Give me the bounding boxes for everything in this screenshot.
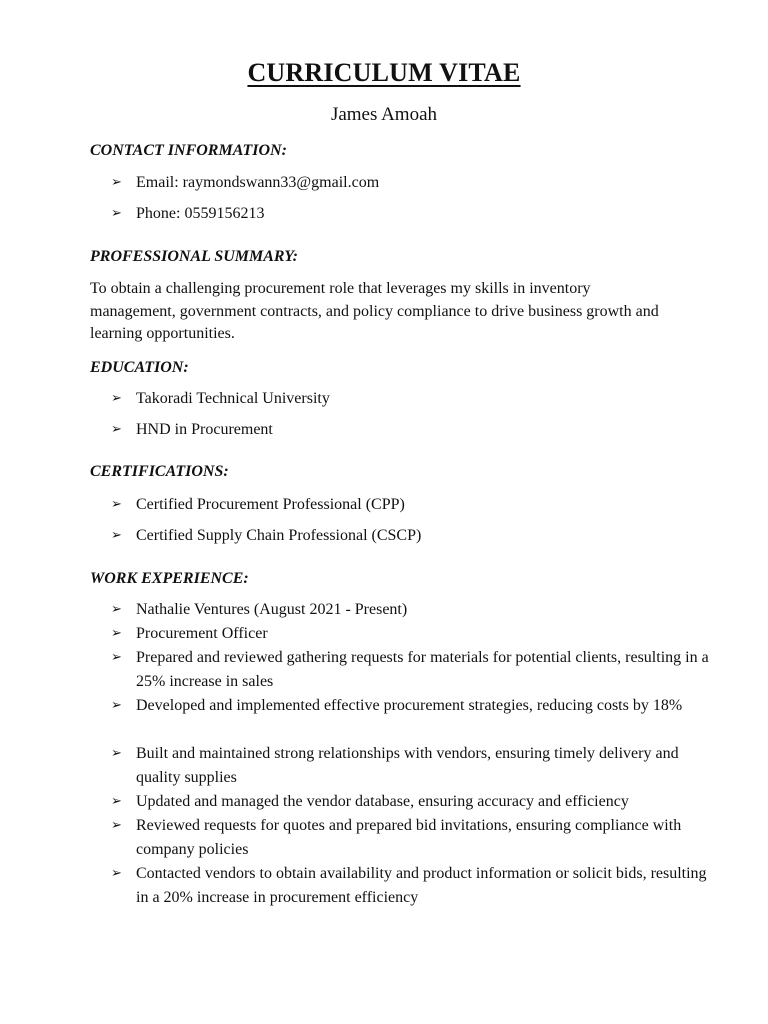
contact-email-text: Email: raymondswann33@gmail.com <box>136 174 380 191</box>
contact-phone <box>111 202 711 226</box>
contact-email <box>111 171 711 195</box>
education-item-text: HND in Procurement <box>136 421 273 438</box>
experience-item <box>111 814 711 862</box>
arrow-bullet-icon: ➢ <box>111 602 122 617</box>
contact-phone-text: Phone: 0559156213 <box>136 205 265 222</box>
experience-item-text: Nathalie Ventures (August 2021 - Present) <box>136 601 408 618</box>
experience-item-text: Updated and managed the vendor database, ensuring accuracy and efficiency <box>136 793 629 810</box>
arrow-bullet-icon: ➢ <box>111 650 122 665</box>
experience-item-text: Prepared and reviewed gathering requests for materials for potential clients, resulting in a 25% increase in sales <box>136 649 709 690</box>
experience-item-text: Developed and implemented effective procurement strategies, reducing costs by 18% <box>136 697 683 714</box>
arrow-bullet-icon: ➢ <box>111 422 122 437</box>
certifications-heading: CERTIFICATIONS: <box>90 463 229 480</box>
education-item <box>111 418 711 442</box>
education-item-text: Takoradi Technical University <box>136 390 330 407</box>
experience-item-text: Contacted vendors to obtain availability and product information or solicit bids, resulting in a 20% increase in procurement efficiency <box>136 865 707 906</box>
candidate-name: James Amoah <box>330 104 438 125</box>
arrow-bullet-icon: ➢ <box>111 175 122 190</box>
experience-item <box>111 646 711 694</box>
arrow-bullet-icon: ➢ <box>111 497 122 512</box>
arrow-bullet-icon: ➢ <box>111 528 122 543</box>
arrow-bullet-icon: ➢ <box>111 818 122 833</box>
experience-item <box>111 694 711 718</box>
experience-item <box>111 742 711 790</box>
experience-item <box>111 598 711 622</box>
experience-item-text: Reviewed requests for quotes and prepared bid invitations, ensuring compliance with company policies <box>136 817 682 858</box>
certification-item <box>111 493 711 517</box>
summary-text: To obtain a challenging procurement role that leverages my skills in inventory management, government contracts, and policy compliance to drive business growth and learning opportunities. <box>90 280 659 342</box>
arrow-bullet-icon: ➢ <box>111 626 122 641</box>
experience-item <box>111 862 711 910</box>
experience-item <box>111 790 711 814</box>
certification-item <box>111 524 711 548</box>
education-item <box>111 387 711 411</box>
experience-item-text: Built and maintained strong relationships with vendors, ensuring timely delivery and quality supplies <box>136 745 679 786</box>
experience-item <box>111 622 711 646</box>
arrow-bullet-icon: ➢ <box>111 698 122 713</box>
arrow-bullet-icon: ➢ <box>111 391 122 406</box>
document-title: CURRICULUM VITAE <box>247 58 521 87</box>
contact-heading: CONTACT INFORMATION: <box>90 142 287 159</box>
experience-heading: WORK EXPERIENCE: <box>90 570 249 587</box>
summary-heading: PROFESSIONAL SUMMARY: <box>90 248 298 265</box>
experience-item-text: Procurement Officer <box>136 625 268 642</box>
arrow-bullet-icon: ➢ <box>111 746 122 761</box>
education-heading: EDUCATION: <box>90 359 189 376</box>
arrow-bullet-icon: ➢ <box>111 866 122 881</box>
certification-item-text: Certified Procurement Professional (CPP) <box>136 496 405 513</box>
arrow-bullet-icon: ➢ <box>111 206 122 221</box>
arrow-bullet-icon: ➢ <box>111 794 122 809</box>
certification-item-text: Certified Supply Chain Professional (CSCP) <box>136 527 422 544</box>
